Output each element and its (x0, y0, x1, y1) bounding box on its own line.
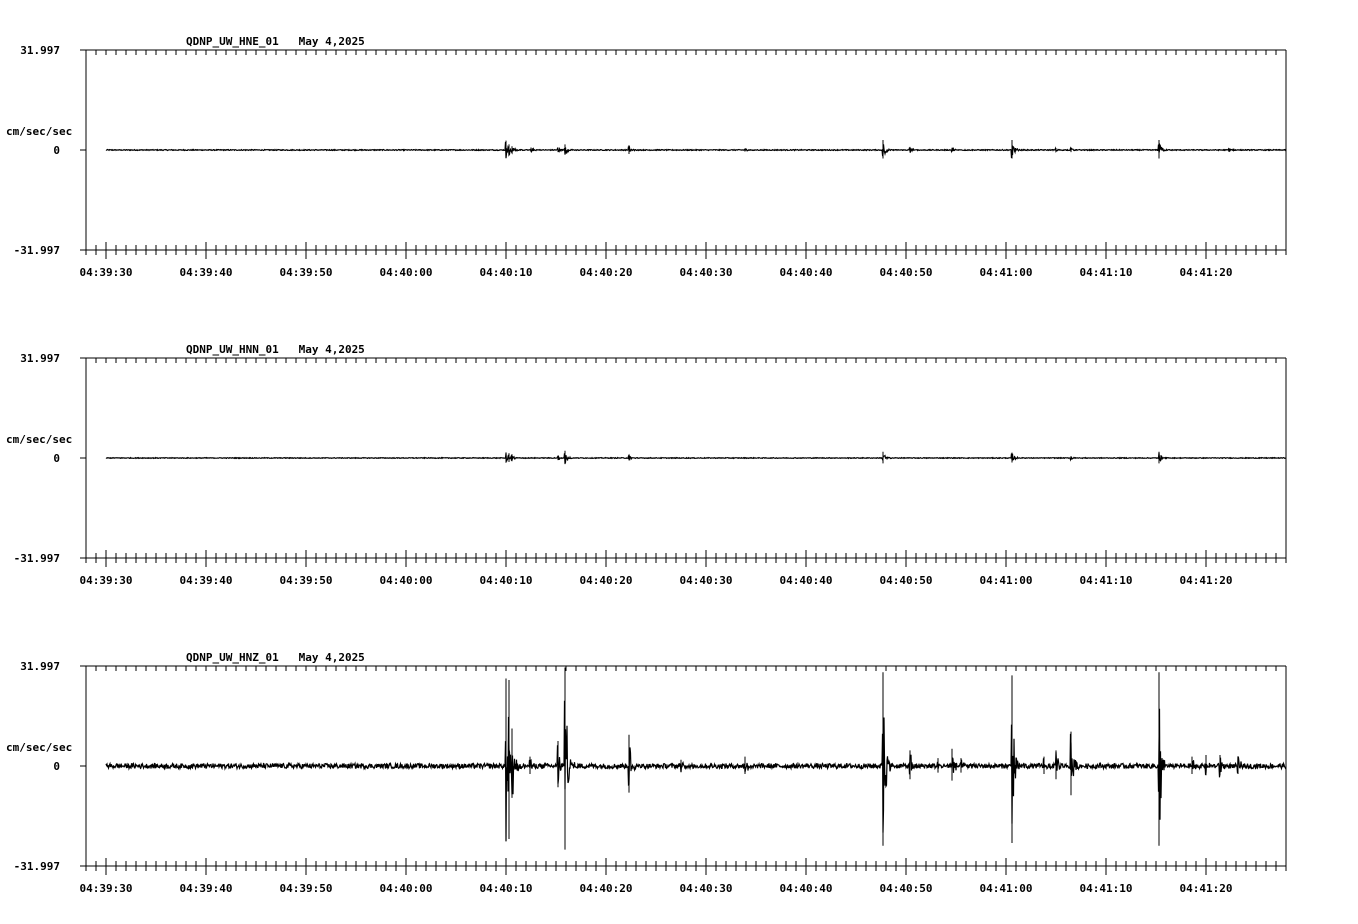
x-tick-label: 04:40:10 (479, 266, 533, 279)
chart-panel-3 (6, 651, 1286, 895)
x-tick-label: 04:41:10 (1079, 882, 1133, 895)
x-tick-label: 04:40:10 (479, 574, 533, 587)
x-tick-label: 04:40:00 (379, 266, 433, 279)
x-tick-label: 04:41:10 (1079, 266, 1133, 279)
y-tick-label-max: 31.997 (20, 660, 60, 673)
chart-title: QDNP_UW_HNZ_01 May 4,2025 (186, 651, 365, 664)
x-tick-label: 04:41:20 (1179, 882, 1233, 895)
chart-panel-2 (6, 343, 1286, 587)
x-tick-label: 04:41:20 (1179, 574, 1233, 587)
y-axis-label: cm/sec/sec (6, 433, 73, 446)
x-tick-label: 04:40:40 (779, 266, 833, 279)
y-tick-label-zero: 0 (53, 452, 60, 465)
x-tick-label: 04:40:50 (879, 266, 933, 279)
x-tick-label: 04:40:30 (679, 266, 733, 279)
x-tick-label: 04:40:00 (379, 882, 433, 895)
y-tick-label-max: 31.997 (20, 352, 60, 365)
x-tick-label: 04:40:20 (579, 882, 633, 895)
x-tick-label: 04:39:40 (179, 266, 233, 279)
x-tick-label: 04:40:30 (679, 574, 733, 587)
x-tick-label: 04:40:20 (579, 574, 633, 587)
x-tick-label: 04:40:50 (879, 574, 933, 587)
y-tick-label-min: -31.997 (13, 860, 60, 873)
y-tick-label-max: 31.997 (20, 44, 60, 57)
x-tick-label: 04:39:50 (279, 574, 333, 587)
x-tick-label: 04:41:00 (979, 882, 1033, 895)
x-tick-label: 04:39:30 (79, 574, 133, 587)
x-tick-label: 04:39:50 (279, 882, 333, 895)
x-tick-label: 04:40:10 (479, 882, 533, 895)
x-tick-label: 04:39:50 (279, 266, 333, 279)
x-tick-label: 04:40:30 (679, 882, 733, 895)
x-tick-label: 04:40:00 (379, 574, 433, 587)
x-tick-label: 04:41:00 (979, 266, 1033, 279)
waveform-trace (106, 453, 1286, 464)
y-tick-label-min: -31.997 (13, 244, 60, 257)
x-tick-label: 04:41:20 (1179, 266, 1233, 279)
chart-title: QDNP_UW_HNE_01 May 4,2025 (186, 35, 365, 48)
x-tick-label: 04:41:10 (1079, 574, 1133, 587)
chart-panel-1 (6, 35, 1286, 279)
x-tick-label: 04:40:40 (779, 574, 833, 587)
x-tick-label: 04:39:30 (79, 266, 133, 279)
y-tick-label-zero: 0 (53, 760, 60, 773)
x-tick-label: 04:40:20 (579, 266, 633, 279)
x-tick-label: 04:40:50 (879, 882, 933, 895)
y-axis-label: cm/sec/sec (6, 741, 73, 754)
waveform-trace (106, 142, 1286, 158)
y-tick-label-zero: 0 (53, 144, 60, 157)
chart-title: QDNP_UW_HNN_01 May 4,2025 (186, 343, 365, 356)
x-tick-label: 04:40:40 (779, 882, 833, 895)
waveform-trace (106, 701, 1286, 842)
x-tick-label: 04:41:00 (979, 574, 1033, 587)
x-tick-label: 04:39:40 (179, 574, 233, 587)
y-axis-label: cm/sec/sec (6, 125, 73, 138)
y-tick-label-min: -31.997 (13, 552, 60, 565)
x-tick-label: 04:39:40 (179, 882, 233, 895)
x-tick-label: 04:39:30 (79, 882, 133, 895)
